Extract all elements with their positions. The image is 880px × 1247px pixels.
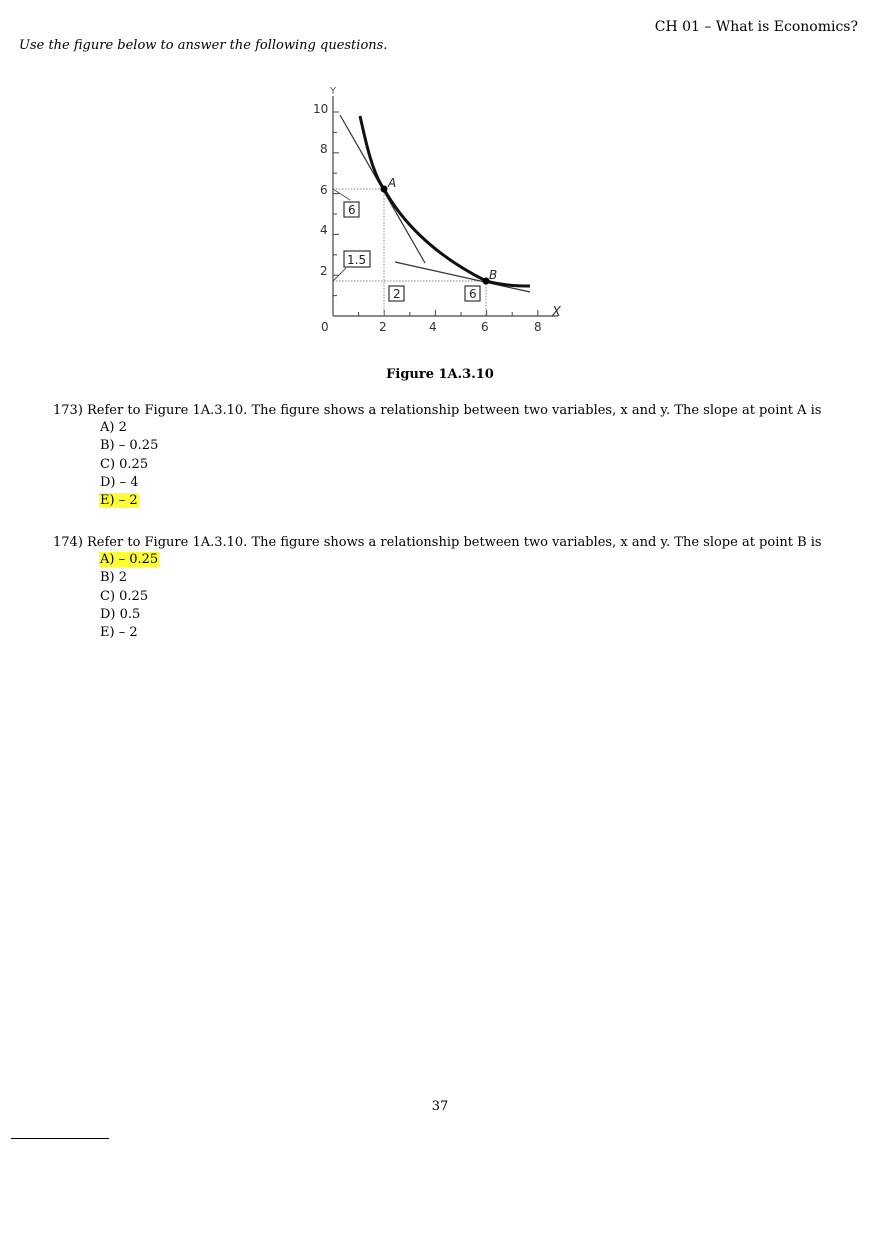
y-tick-label-6: 6 [320,183,328,197]
answer-options [99,551,822,642]
point-a [381,186,388,193]
slope-figure [300,78,580,343]
y-tick-label-10: 10 [313,102,329,116]
option-d: D) – 4 [100,474,139,490]
question-173 [53,403,821,510]
question-174 [53,535,822,642]
x-ticks [359,310,538,316]
y-tick-label-8: 8 [320,142,328,156]
y-tick-label-4: 4 [320,223,328,237]
x-tick-label-6: 6 [481,320,489,334]
point-b-label: B [489,268,498,282]
annotation-run-b: 6 [469,287,477,301]
page-number: 37 [431,1099,449,1114]
option-c: C) 0.25 [100,456,149,472]
point-a-label: A [388,176,397,190]
option-a: A) 2 [100,420,127,435]
question-text: 173) Refer to Figure 1A.3.10. The figure shows a relationship between two variables, x and y. The slope at point A is [53,403,822,418]
chapter-header: CH 01 – What is Economics? [654,19,858,35]
instructions: Use the figure below to answer the following questions. [19,38,388,53]
y-tick-label-2: 2 [320,264,328,278]
option-c: C) 0.25 [100,588,149,604]
x-tick-label-2: 2 [379,320,387,334]
y-axis-label: Y [330,86,337,97]
annotation-rise-b: 1.5 [347,253,367,267]
y-ticks [333,112,339,296]
option-b: B) 2 [100,570,128,586]
x-tick-label-4: 4 [429,320,437,334]
highlighted-answer: E) – 2 [100,493,138,509]
answer-options [99,419,821,510]
figure-caption: Figure 1A.3.10 [386,367,494,382]
option-d: D) 0.5 [100,606,141,622]
option-e [99,492,821,510]
annotation-rise-a: 6 [348,203,356,217]
option-e: E) – 2 [100,625,138,641]
annotation-run-a: 2 [393,287,401,301]
x-tick-label-8: 8 [534,320,542,334]
origin-label: 0 [321,320,329,334]
question-text: 174) Refer to Figure 1A.3.10. The figure shows a relationship between two variables, x and y. The slope at point B is [53,535,822,550]
option-a [99,551,822,569]
curve [360,116,530,286]
highlighted-answer: A) – 0.25 [100,552,159,567]
x-axis-label: X [552,305,561,320]
footnote-rule [11,1138,109,1139]
option-b: B) – 0.25 [100,438,159,454]
